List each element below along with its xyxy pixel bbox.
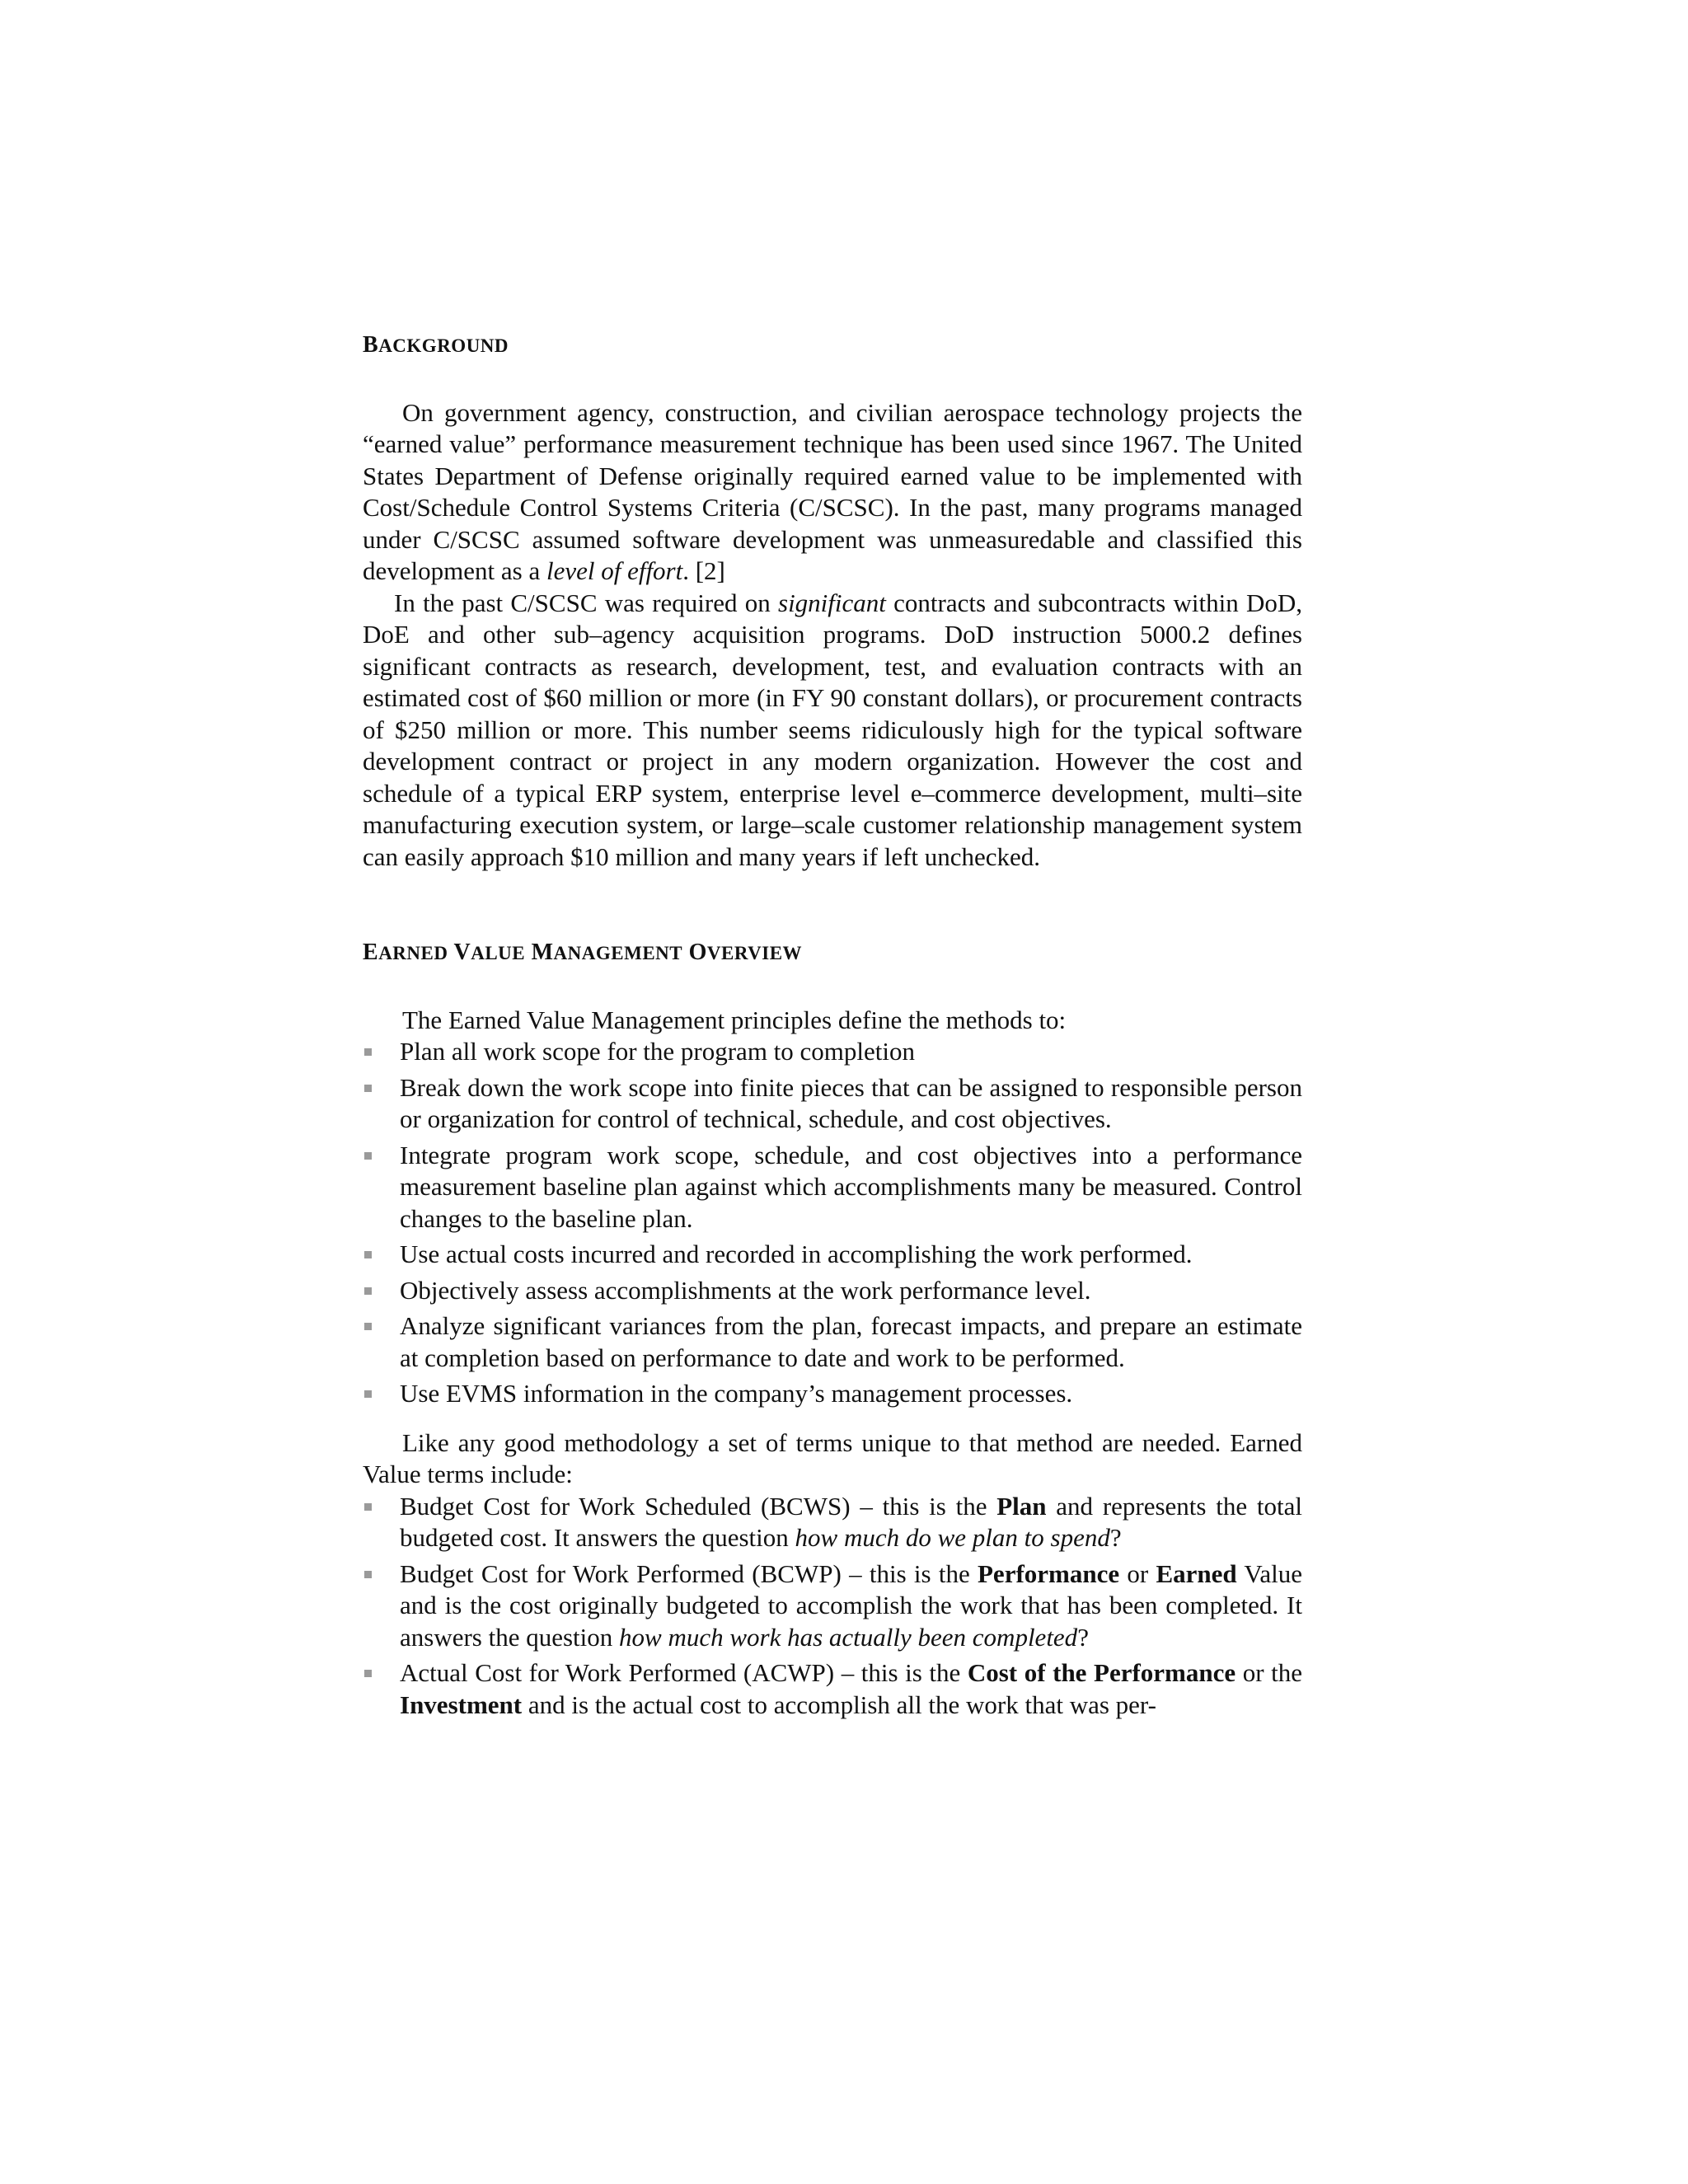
list-item: Analyze significant variances from the plan, forecast impacts, and prepare an estimate at completion based on performance to date and work to be performed. [363,1310,1302,1374]
background-paragraph-1: On government agency, construction, and civilian aerospace technology projects the “earned value” performance measurement technique has been used since 1967. The United States Department of Defense originally required earned value to be implemented with Cost/Schedule Control Systems Criteria (C/SCSC). In the past, many programs managed under C/SCSC assumed software development was unmeasuredable and classified this development as a level of effort. [2] [363,397,1302,585]
square-bullet-icon [364,1503,372,1511]
list-item: Objectively assess accomplishments at the work performance level. [363,1275,1302,1307]
list-item: Use EVMS information in the company’s management processes. [363,1378,1302,1410]
terms-intro-paragraph: Like any good methodology a set of terms unique to that method are needed. Earned Value terms include: [363,1427,1302,1488]
list-item: Use actual costs incurred and recorded in accomplishing the work performed. [363,1239,1302,1271]
background-heading: BACKGROUND [363,332,509,358]
square-bullet-icon [364,1152,372,1160]
evm-overview-heading: EARNED VALUE MANAGEMENT OVERVIEW [363,940,803,965]
term-bcwp: Budget Cost for Work Performed (BCWP) – this is the Performance or Earned Value and is the cost originally budgeted to accomplish the work that has been completed. It answers the question how much work has actually been completed? [363,1558,1302,1654]
list-item: Integrate program work scope, schedule, and cost objectives into a performance measurement baseline plan against which accomplishments many be measured. Control changes to the baseline plan. [363,1140,1302,1235]
square-bullet-icon [364,1048,372,1056]
square-bullet-icon [364,1670,372,1677]
term-acwp: Actual Cost for Work Performed (ACWP) – this is the Cost of the Performance or the Investment and is the actual cost to accomplish all the work that was per- [363,1657,1302,1721]
background-paragraph-2: In the past C/SCSC was required on significant contracts and subcontracts within DoD, DoE and other sub–agency acquisition programs. DoD instruction 5000.2 defines significant contracts as research, development, test, and evaluation contracts with an estimated cost of $60 million or more (in FY 90 constant dollars), or procurement contracts of $250 million or more. This number seems ridiculously high for the typical software development contract or project in any modern organization. However the cost and schedule of a typical ERP system, enterprise level e–commerce development, multi–site manufacturing execution system, or large–scale customer relationship management system can easily approach $10 million and many years if left unchecked. [363,588,1302,871]
document-page [363,330,1302,1725]
square-bullet-icon [364,1390,372,1398]
term-bcws: Budget Cost for Work Scheduled (BCWS) – this is the Plan and represents the total budgeted cost. It answers the question how much do we plan to spend? [363,1491,1302,1554]
square-bullet-icon [364,1323,372,1330]
evm-intro-paragraph: The Earned Value Management principles define the methods to: [402,1005,1067,1034]
square-bullet-icon [364,1251,372,1258]
evm-principles-list [363,1036,1302,1410]
square-bullet-icon [364,1287,372,1295]
list-item: Plan all work scope for the program to completion [363,1036,1302,1068]
ev-terms-list [363,1491,1302,1722]
square-bullet-icon [364,1571,372,1578]
square-bullet-icon [364,1085,372,1092]
list-item: Break down the work scope into finite pieces that can be assigned to responsible person or organization for control of technical, schedule, and cost objectives. [363,1072,1302,1136]
